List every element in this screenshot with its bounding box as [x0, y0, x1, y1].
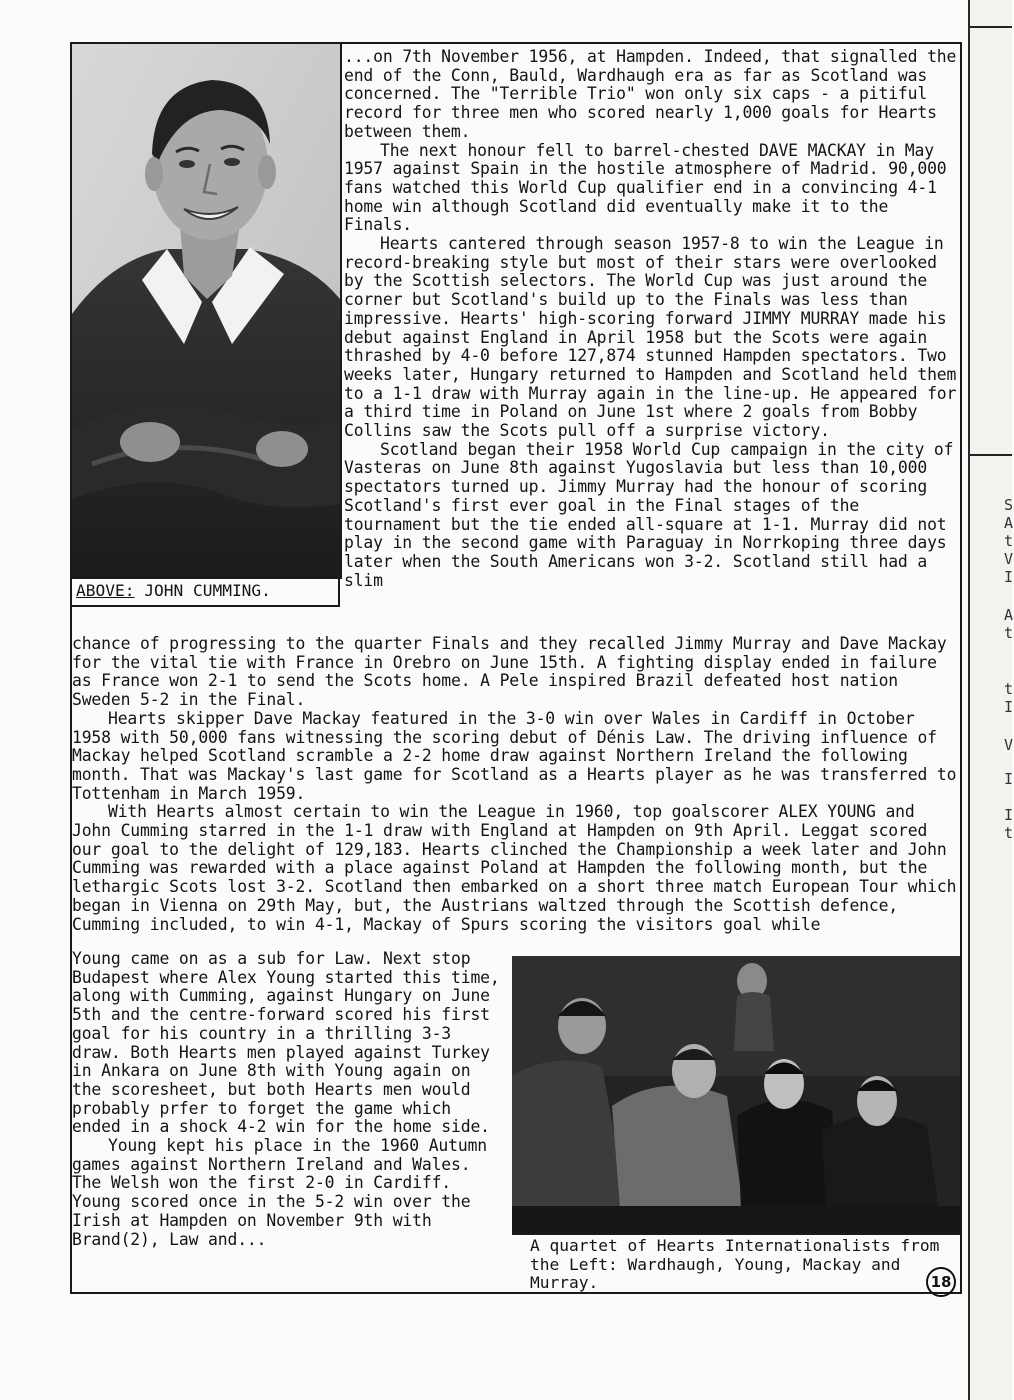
group-photo-hearts-internationalists: [512, 956, 960, 1233]
rule-line: [970, 26, 1012, 28]
caption-right: A quartet of Hearts Internationalists from the Left: Wardhaugh, Young, Mackay and Murray.: [512, 1233, 960, 1292]
rule-line: [970, 454, 1012, 456]
edge-fragment: I: [1004, 698, 1014, 716]
column-text: [344, 48, 962, 590]
caption-label: ABOVE:: [76, 581, 135, 600]
portrait-photo-john-cumming: [72, 44, 342, 579]
portrait-illustration: [72, 44, 340, 579]
page-number: 18: [926, 1267, 956, 1297]
paragraph: chance of progressing to the quarter Finals and they recalled Jimmy Murray and Dave Mackay for the vital tie with France in Orebro on June 15th. A fighting display ended in failure as France won 2-1 to send the Scots home. A Pele inspired Brazil defeated host nation Sweden 5-2 in the Final.: [72, 634, 947, 710]
caption-name: JOHN CUMMING.: [134, 581, 271, 600]
paragraph: Scotland began their 1958 World Cup campaign in the city of Vasteras on June 8th against Yugoslavia but less than 10,000 spectators turned up. Jimmy Murray had the honour of scoring Scotland's first ever goal in the Final stages of the tournament but the tie ended all-square at 1-1. Murray did not play in the second game with Paraguay in Norrkoping three days later when the South Americans won 3-2. Scotland still had a slim: [344, 439, 954, 590]
edge-fragment: A: [1004, 514, 1014, 532]
paragraph: Young came on as a sub for Law. Next stop Budapest where Alex Young started this time, along with Cumming, against Hungary on June 5th and the centre-forward scored his first goal for his country in a thrilling 3-3 draw. Both Hearts men played against Turkey in Ankara on June 8th with Young again on the scoresheet, but both Hearts men would probably prfer to forget the game which ended in a shock 4-2 win for the home side.: [72, 949, 500, 1137]
paragraph: With Hearts almost certain to win the League in 1960, top goalscorer ALEX YOUNG and John Cumming starred in the 1-1 draw with England at Hampden on 9th April. Leggat scored our goal to the delight of 129,183. Hearts clinched the Championship a week later and John Cumming was rewarded with a place against Poland at Hampden the following month, but the lethargic Scots lost 3-2. Scotland then embarked on a short three match European Tour which began in Vienna on 29th May, but, the Austrians waltzed through the Scottish defence, Cumming included, to win 4-1, Mackay of Spurs scoring the visitors goal while: [72, 802, 957, 934]
edge-fragment: I: [1004, 770, 1014, 788]
edge-fragment: V: [1004, 736, 1014, 754]
paragraph: Hearts cantered through season 1957-8 to win the League in record-breaking style but most of their stars were overlooked by the Scottish selectors. The World Cup was just around the corner but Scotland's build up to the Finals was less than impressive. Hearts' high-scoring forward JIMMY MURRAY made his debut against England in April 1958 but the Scots were again thrashed by 4-0 before 127,874 stunned Hampden spectators. Two weeks later, Hungary returned to Hampden and Scotland held them to a 1-1 draw with Murray again in the line-up. He appeared for a third time in Poland on June 1st where 2 goals from Bobby Collins saw the Scots pull off a surprise victory.: [344, 234, 957, 441]
edge-fragment: t: [1004, 680, 1014, 698]
article-frame: [70, 42, 962, 1294]
paragraph: Hearts skipper Dave Mackay featured in the 3-0 win over Wales in Cardiff in October 1958 with 50,000 fans witnessing the scoring debut of Dénis Law. The driving influence of Mackay helped Scotland scramble a 2-2 home draw against Northern Ireland the following month. That was Mackay's last game for Scotland as a Hearts player as he was transferred to Tottenham in March 1959.: [72, 708, 957, 803]
wide-text: [72, 635, 960, 934]
group-photo-illustration: [512, 956, 960, 1233]
adjacent-page-edge: [968, 0, 1012, 1400]
paragraph: The next honour fell to barrel-chested DAVE MACKAY in May 1957 against Spain in the hostile atmosphere of Madrid. 90,000 fans watched this World Cup qualifier end in a convincing 4-1 home win although Scotland did eventually make it to the Finals.: [344, 140, 947, 235]
bottom-left-text: [72, 950, 506, 1249]
edge-fragment: I: [1004, 806, 1014, 824]
caption-left: [72, 579, 340, 607]
edge-fragment: V: [1004, 550, 1014, 568]
paragraph: Young kept his place in the 1960 Autumn games against Northern Ireland and Wales. The Welsh won the first 2-0 in Cardiff. Young scored once in the 5-2 win over the Irish at Hampden on November 9th with Brand(2), Law and...: [72, 1136, 488, 1249]
edge-fragment: t: [1004, 824, 1014, 842]
edge-fragment: I: [1004, 568, 1014, 586]
edge-fragment: t: [1004, 624, 1014, 642]
paragraph: ...on 7th November 1956, at Hampden. Indeed, that signalled the end of the Conn, Bauld, Wardhaugh era as far as Scotland was concerned. The "Terrible Trio" won only six caps - a pitiful record for three men who scored nearly 1,000 goals for Hearts between them.: [344, 47, 957, 141]
edge-fragment: t: [1004, 532, 1014, 550]
edge-fragment: A: [1004, 606, 1014, 624]
edge-fragment: S: [1004, 496, 1014, 514]
